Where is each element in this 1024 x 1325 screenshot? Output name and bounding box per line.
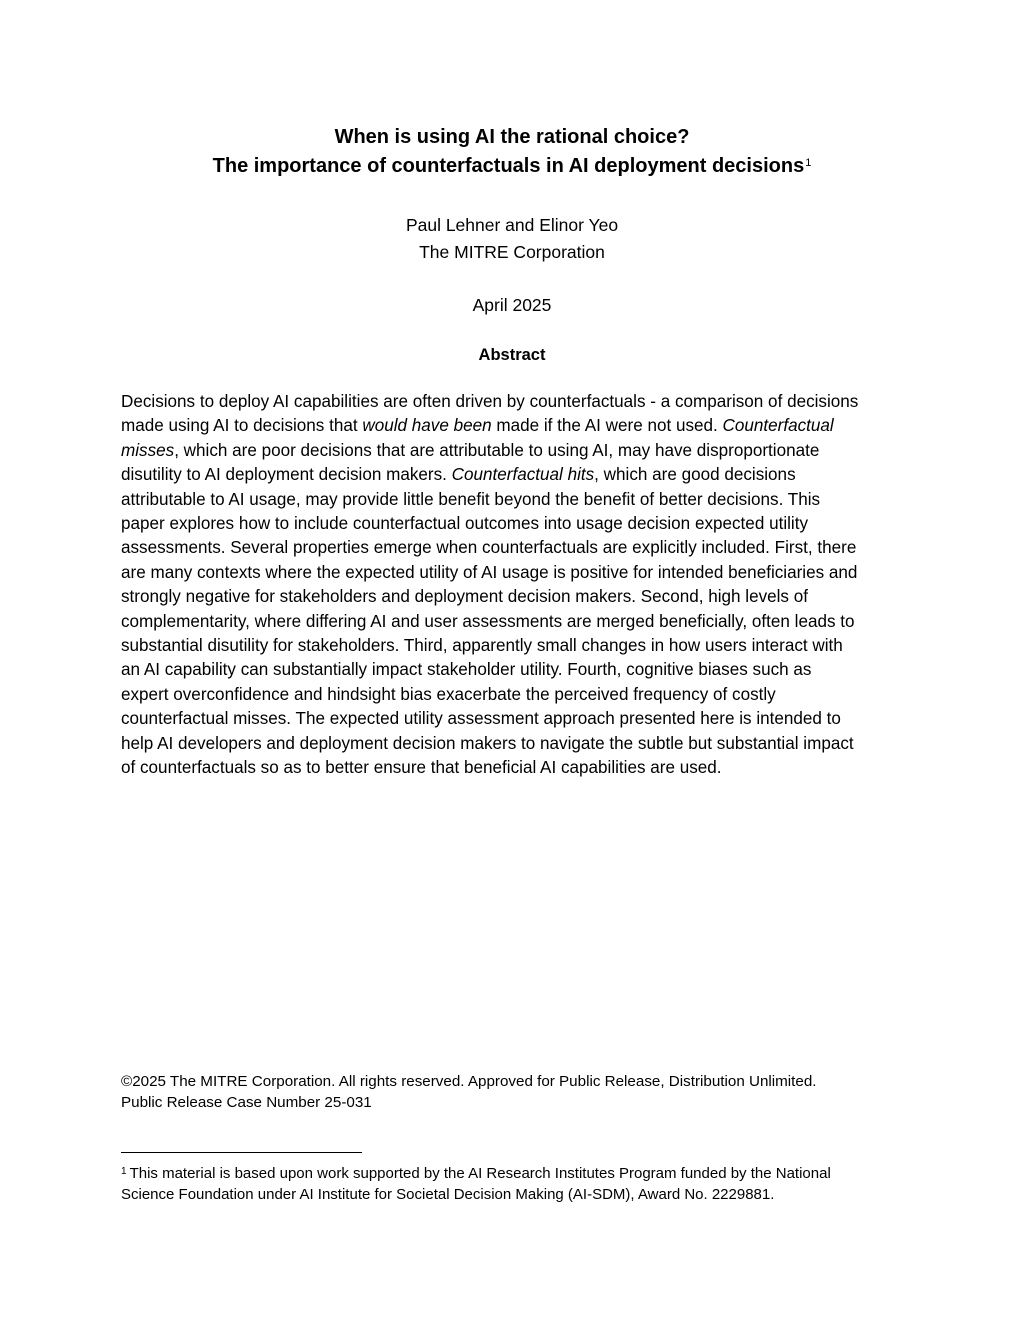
footnote-marker: 1 xyxy=(121,1166,127,1177)
abstract-line: attributable to AI usage, may provide little benefit beyond the benefit of better decisions. This xyxy=(121,489,821,509)
abstract-line: expert overconfidence and hindsight bias exacerbate the perceived frequency of costly xyxy=(121,684,776,704)
footnote xyxy=(121,1163,831,1205)
abstract-line: paper explores how to include counterfactual outcomes into usage decision expected utility xyxy=(121,514,809,534)
abstract-line: Decisions to deploy AI capabilities are often driven by counterfactuals - a comparison of decisions xyxy=(121,392,859,411)
copyright-notice xyxy=(121,1071,817,1113)
release-case-number: Public Release Case Number 25-031 xyxy=(121,1094,372,1111)
abstract-line: disutility to AI deployment decision makers. Counterfactual hits, which are good decisions xyxy=(121,465,796,485)
abstract-line: complementarity, where differing AI and user assessments are merged beneficially, often leads to xyxy=(121,611,855,631)
affiliation: The MITRE Corporation xyxy=(419,242,605,262)
abstract-line: are many contexts where the expected utility of AI usage is positive for intended beneficiaries and xyxy=(121,562,858,582)
abstract-line: substantial disutility for stakeholders. Third, apparently small changes in how users interact with xyxy=(121,636,843,656)
copyright-line: ©2025 The MITRE Corporation. All rights reserved. Approved for Public Release, Distribution Unlimited. xyxy=(121,1073,817,1090)
footnote-line: Science Foundation under AI Institute for Societal Decision Making (AI-SDM), Award No. 2229881. xyxy=(121,1186,775,1203)
abstract-line: counterfactual misses. The expected utility assessment approach presented here is intended to xyxy=(121,709,841,729)
abstract-line: assessments. Several properties emerge when counterfactuals are explicitly included. First, there xyxy=(121,538,857,558)
abstract-body xyxy=(121,390,911,781)
authors: Paul Lehner and Elinor Yeo xyxy=(405,215,619,235)
paper-title-line-2 xyxy=(0,151,1024,181)
title-footnote-marker[interactable]: 1 xyxy=(805,157,812,169)
abstract-line: made using AI to decisions that would have been made if the AI were not used. Counterfactual xyxy=(121,416,834,436)
abstract-line: an AI capability can substantially impact stakeholder utility. Fourth, cognitive biases such as xyxy=(121,660,812,680)
footnote-line: $^1$ This material is based upon work supported by the AI Research Institutes Program funded by the National xyxy=(121,1165,831,1182)
abstract-line: misses, which are poor decisions that are attributable to using AI, may have disproportionate xyxy=(121,440,820,460)
paper-title-line-1: When is using AI the rational choice? xyxy=(334,126,690,148)
abstract-line: help AI developers and deployment decision makers to navigate the subtle but substantial impact xyxy=(121,733,854,753)
abstract-line: strongly negative for stakeholders and deployment decision makers. Second, high levels of xyxy=(121,587,808,607)
abstract-line: of counterfactuals so as to better ensure that beneficial AI capabilities are used. xyxy=(121,758,722,778)
paper-title-line-2-text: The importance of counterfactuals in AI deployment decisions xyxy=(212,155,805,177)
abstract-heading: Abstract xyxy=(478,346,546,364)
publication-date: April 2025 xyxy=(472,295,552,315)
footnote-divider xyxy=(121,1152,362,1153)
